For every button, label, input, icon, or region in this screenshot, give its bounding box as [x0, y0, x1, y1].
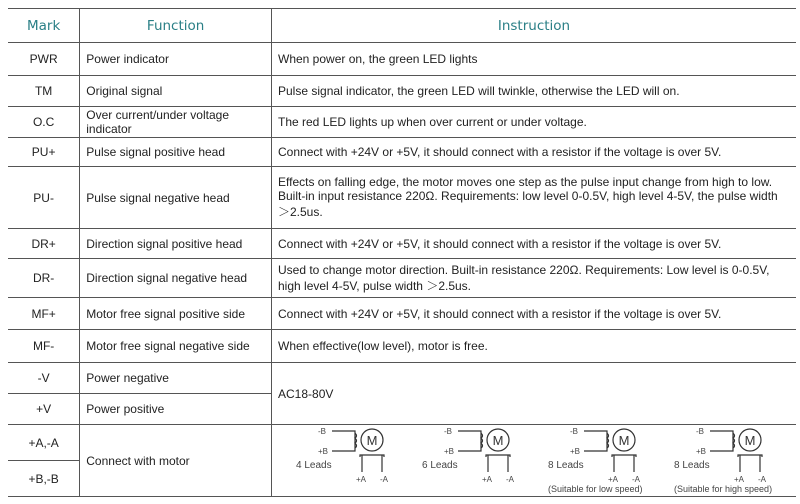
mark-cell: PU+: [8, 138, 80, 167]
svg-text:+A: +A: [608, 474, 619, 484]
suitability-note: (Suitable for high speed): [674, 483, 773, 494]
mark-cell: +B,-B: [8, 461, 80, 497]
svg-text:-A: -A: [632, 474, 640, 484]
instruction-cell: The red LED lights up when over current or under voltage.: [272, 107, 797, 138]
motor-wiring-diagram: [296, 427, 412, 495]
function-cell: Pulse signal positive head: [80, 138, 272, 167]
instruction-cell: When power on, the green LED lights: [272, 43, 797, 76]
table-row: [8, 107, 796, 138]
table-row: [8, 259, 796, 298]
motor-wiring-icon: [422, 427, 538, 484]
terminal-table: [8, 8, 796, 497]
svg-text:+B: +B: [696, 446, 707, 456]
mark-cell: DR+: [8, 229, 80, 259]
mark-cell: MF+: [8, 298, 80, 330]
instruction-cell: Effects on falling edge, the motor moves one step as the pulse input change from high to low. Built-in input resistance 220Ω. Requirements: low level 0-0.5V, high level 4-5V, the pulse width ＞2.5us.: [272, 167, 797, 229]
svg-text:+A: +A: [482, 474, 493, 484]
svg-text:-A: -A: [506, 474, 514, 484]
function-cell: Connect with motor: [80, 425, 272, 497]
motor-diagrams: [272, 425, 797, 497]
instruction-cell: When effective(low level), motor is free.: [272, 330, 797, 363]
leads-label: 8 Leads: [548, 459, 584, 471]
svg-text:+B: +B: [570, 446, 581, 456]
motor-wiring-icon: [674, 427, 790, 484]
instruction-cell: Used to change motor direction. Built-in resistance 220Ω. Requirements: Low level is 0-0.5V, high level 4-5V, pulse width ＞2.5us.: [272, 259, 797, 298]
instruction-cell: Connect with +24V or +5V, it should connect with a resistor if the voltage is over 5V.: [272, 138, 797, 167]
mark-cell: TM: [8, 76, 80, 107]
mark-cell: MF-: [8, 330, 80, 363]
mark-cell: PWR: [8, 43, 80, 76]
svg-text:-B: -B: [570, 426, 578, 436]
suitability-note: (Suitable for low speed): [548, 483, 643, 494]
instruction-cell: Pulse signal indicator, the green LED will twinkle, otherwise the LED will on.: [272, 76, 797, 107]
mark-cell: -V: [8, 363, 80, 394]
leads-label: 4 Leads: [296, 459, 332, 471]
function-cell: Direction signal positive head: [80, 229, 272, 259]
header-instruction: Instruction: [272, 9, 797, 43]
svg-text:-B: -B: [696, 426, 704, 436]
table-row: [8, 229, 796, 259]
function-cell: Motor free signal positive side: [80, 298, 272, 330]
function-cell: Power indicator: [80, 43, 272, 76]
motor-wiring-diagram: [548, 427, 664, 495]
table-row: [8, 43, 796, 76]
table-row: [8, 363, 796, 394]
svg-text:+B: +B: [318, 446, 329, 456]
mark-cell: O.C: [8, 107, 80, 138]
table-row: [8, 330, 796, 363]
svg-text:M: M: [492, 432, 504, 448]
instruction-cell: Connect with +24V or +5V, it should connect with a resistor if the voltage is over 5V.: [272, 298, 797, 330]
leads-label: 6 Leads: [422, 459, 458, 471]
svg-text:-B: -B: [444, 426, 452, 436]
instruction-cell: AC18-80V: [272, 363, 797, 425]
leads-label: 8 Leads: [674, 459, 710, 471]
function-cell: Over current/under voltage indicator: [80, 107, 272, 138]
function-cell: Power negative: [80, 363, 272, 394]
svg-text:+A: +A: [356, 474, 367, 484]
svg-text:M: M: [618, 432, 630, 448]
function-cell: Original signal: [80, 76, 272, 107]
svg-text:-A: -A: [380, 474, 388, 484]
table-row: [8, 138, 796, 167]
table-row: [8, 167, 796, 229]
table-row: [8, 425, 796, 461]
svg-text:+A: +A: [734, 474, 745, 484]
mark-cell: +A,-A: [8, 425, 80, 461]
svg-text:+B: +B: [444, 446, 455, 456]
motor-wiring-diagram: [674, 427, 790, 495]
motor-wiring-icon: [296, 427, 412, 484]
motor-wiring-icon: [548, 427, 664, 484]
function-cell: Power positive: [80, 394, 272, 425]
function-cell: Direction signal negative head: [80, 259, 272, 298]
motor-wiring-diagram: [422, 427, 538, 495]
svg-text:M: M: [366, 432, 378, 448]
function-cell: Motor free signal negative side: [80, 330, 272, 363]
function-cell: Pulse signal negative head: [80, 167, 272, 229]
svg-text:-B: -B: [318, 426, 326, 436]
instruction-cell: Connect with +24V or +5V, it should connect with a resistor if the voltage is over 5V.: [272, 229, 797, 259]
mark-cell: PU-: [8, 167, 80, 229]
svg-text:M: M: [744, 432, 756, 448]
header-mark: Mark: [8, 9, 80, 43]
mark-cell: +V: [8, 394, 80, 425]
svg-text:-A: -A: [758, 474, 766, 484]
table-row: [8, 298, 796, 330]
table-row: [8, 76, 796, 107]
header-function: Function: [80, 9, 272, 43]
mark-cell: DR-: [8, 259, 80, 298]
